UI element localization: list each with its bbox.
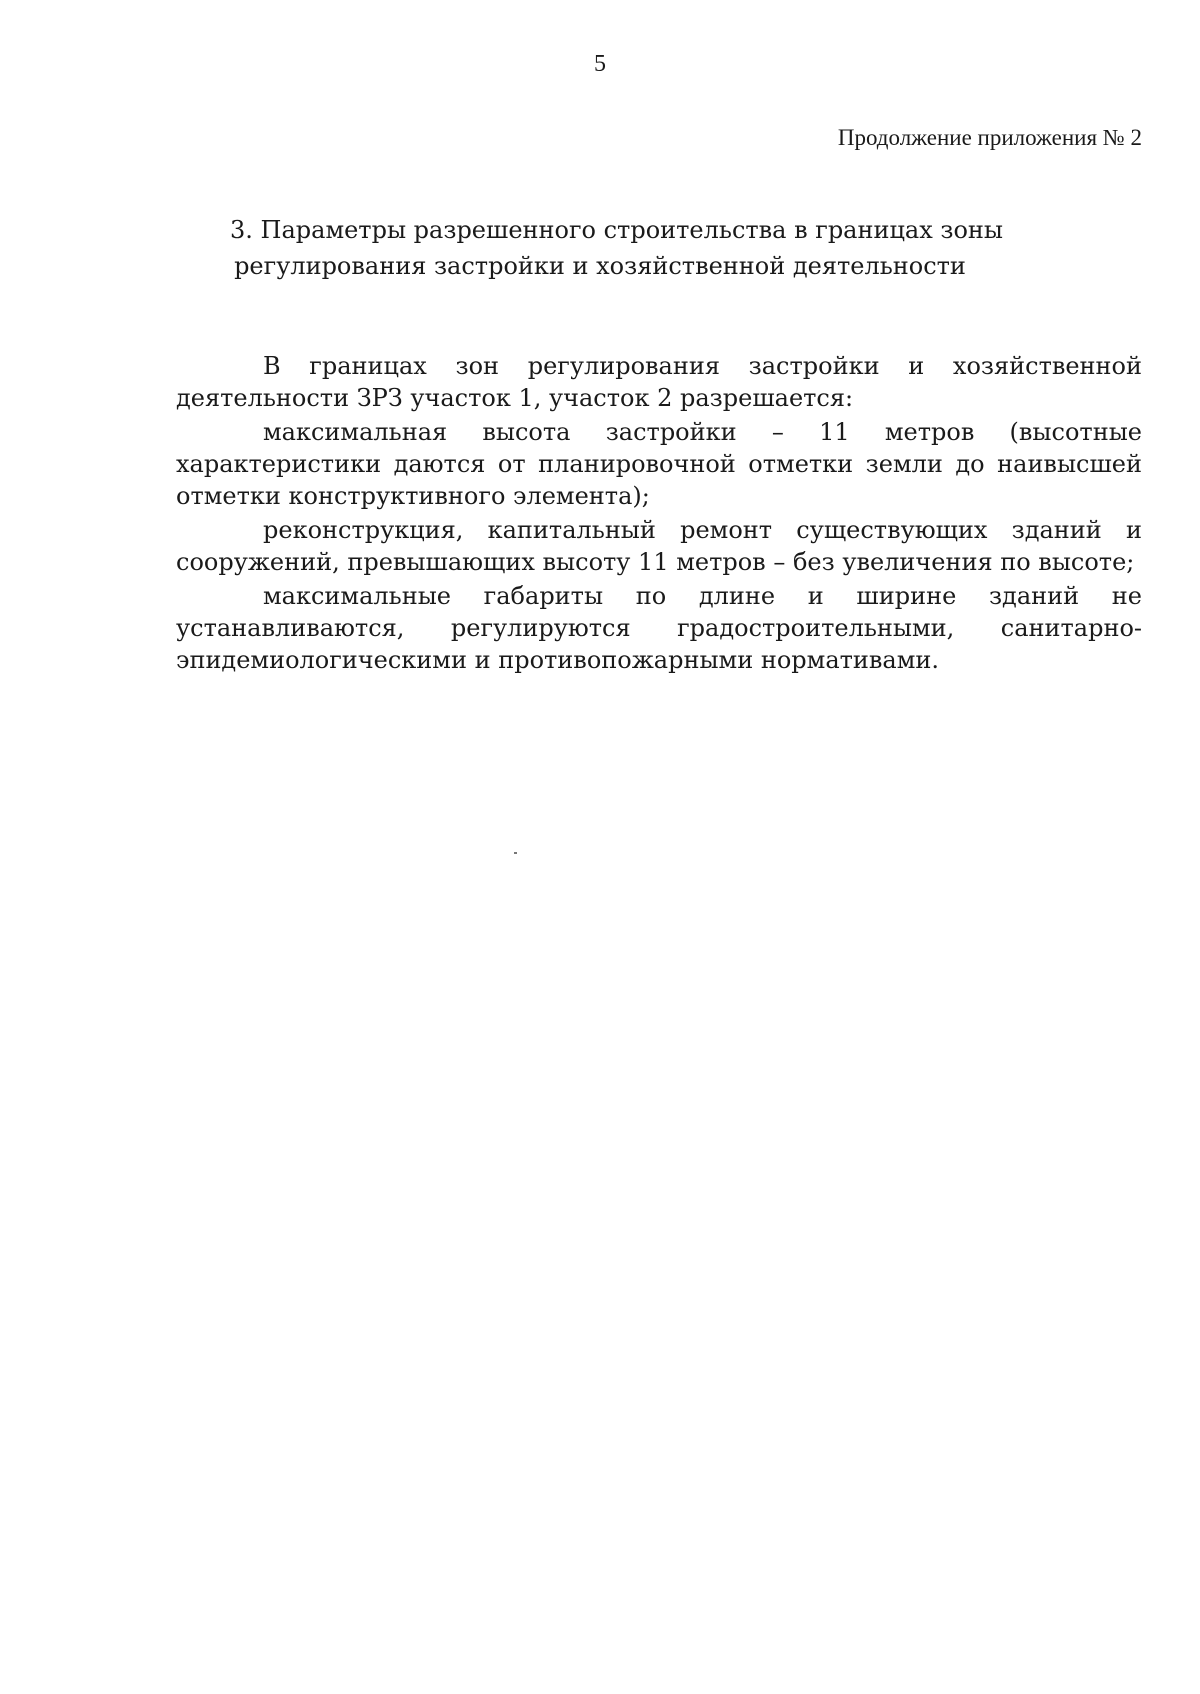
text-line: максимальная высота застройки – 11 метров (высотные — [263, 418, 1142, 446]
text-line: В границах зон регулирования застройки и хозяйственной — [263, 352, 1142, 380]
text-line: деятельности ЗРЗ участок 1, участок 2 разрешается: — [176, 384, 854, 412]
text-line: устанавливаются, регулируются градостроительными, санитарно- — [176, 614, 1142, 642]
paragraph-dimensions — [176, 580, 1142, 676]
text-line: реконструкция, капитальный ремонт существующих зданий и — [263, 516, 1142, 544]
section-title-line-1: 3. Параметры разрешенного строительства в границах зоны — [230, 216, 1004, 244]
paragraph-reconstruction — [176, 514, 1142, 578]
text-line: отметки конструктивного элемента); — [176, 482, 650, 510]
scan-speck — [514, 852, 517, 854]
text-line: максимальные габариты по длине и ширине зданий не — [263, 582, 1142, 610]
paragraph-max-height — [176, 416, 1142, 512]
paragraph-intro — [176, 350, 1142, 414]
text-line: характеристики даются от планировочной отметки земли до наивысшей — [176, 450, 1142, 478]
text-line: сооружений, превышающих высоту 11 метров – без увеличения по высоте; — [176, 548, 1135, 576]
text-line: эпидемиологическими и противопожарными нормативами. — [176, 646, 940, 674]
appendix-continuation-note: Продолжение приложения № 2 — [837, 125, 1142, 150]
section-title-line-2: регулирования застройки и хозяйственной деятельности — [234, 252, 966, 280]
body-text — [176, 350, 1142, 678]
section-title — [230, 212, 1004, 284]
page-number: 5 — [594, 51, 606, 77]
